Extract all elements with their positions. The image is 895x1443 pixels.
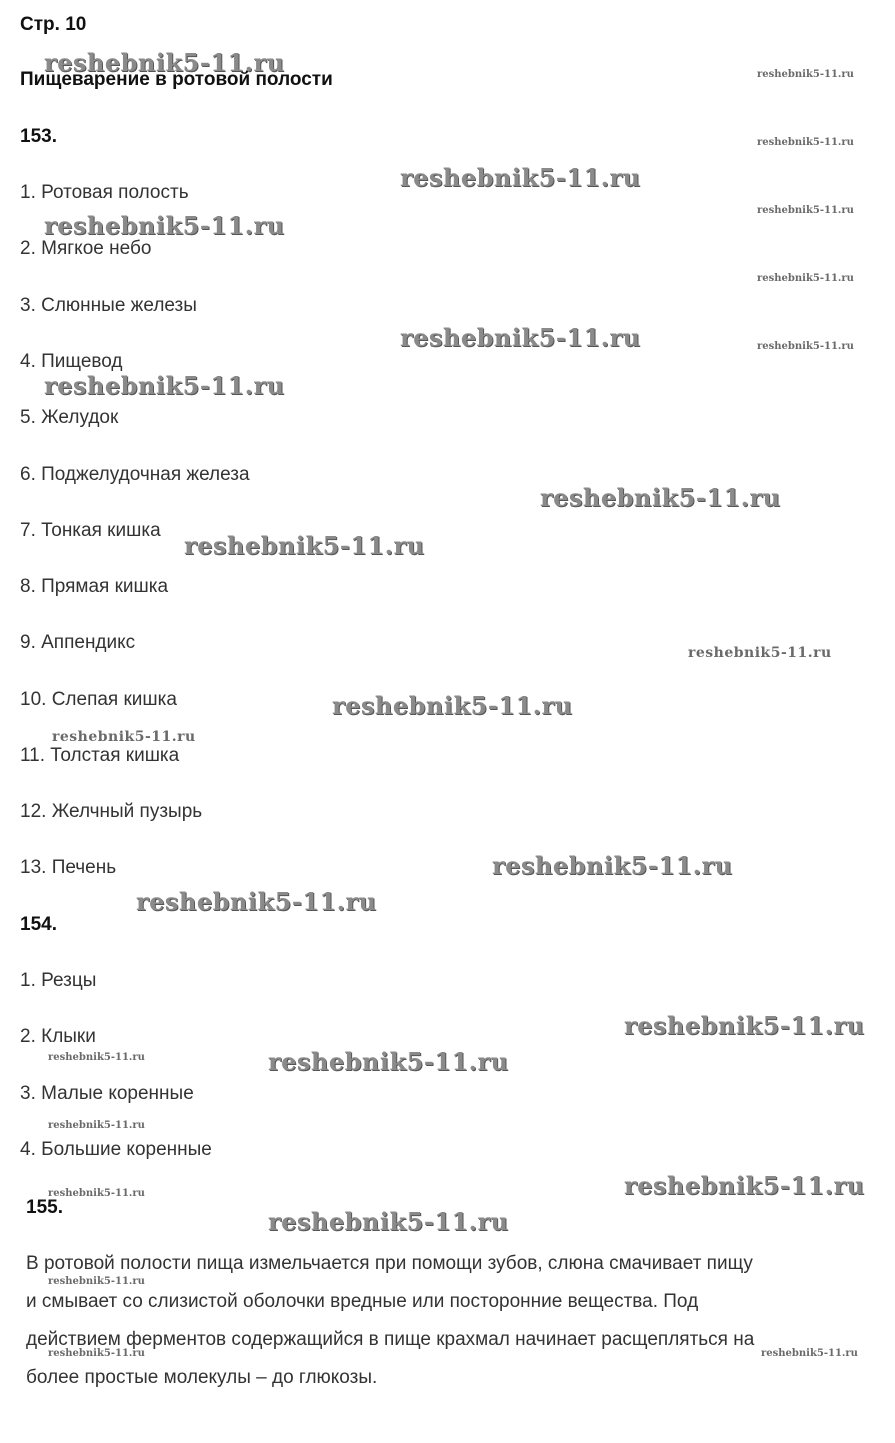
answer-line: более простые молекулы – до глюкозы.	[26, 1367, 378, 1388]
watermark: reshebnik5-11.ru	[624, 1011, 865, 1040]
task-153-number: 153.	[20, 126, 57, 147]
watermark: reshebnik5-11.ru	[44, 211, 285, 240]
list-item: 3. Малые коренные	[20, 1083, 194, 1104]
watermark: reshebnik5-11.ru	[757, 205, 854, 216]
list-item: 11. Толстая кишка	[20, 745, 180, 766]
watermark: reshebnik5-11.ru	[624, 1171, 865, 1200]
watermark: reshebnik5-11.ru	[48, 1188, 145, 1199]
list-item: 6. Поджелудочная железа	[20, 464, 250, 485]
list-item: 4. Пищевод	[20, 351, 123, 372]
watermark: reshebnik5-11.ru	[44, 48, 285, 77]
answer-line: и смывает со слизистой оболочки вредные или посторонние вещества. Под	[26, 1291, 699, 1312]
watermark: reshebnik5-11.ru	[48, 1052, 145, 1063]
watermark: reshebnik5-11.ru	[44, 371, 285, 400]
watermark: reshebnik5-11.ru	[268, 1047, 509, 1076]
watermark: reshebnik5-11.ru	[540, 483, 781, 512]
list-item: 4. Большие коренные	[20, 1139, 212, 1160]
watermark: reshebnik5-11.ru	[268, 1207, 509, 1236]
watermark: reshebnik5-11.ru	[757, 273, 854, 284]
watermark: reshebnik5-11.ru	[48, 1348, 145, 1359]
task-155-answer	[26, 1245, 886, 1397]
list-item: 10. Слепая кишка	[20, 689, 177, 710]
watermark: reshebnik5-11.ru	[757, 69, 854, 80]
watermark: reshebnik5-11.ru	[184, 531, 425, 560]
watermark: reshebnik5-11.ru	[52, 729, 196, 745]
list-item: 9. Аппендикс	[20, 632, 136, 653]
list-item: 8. Прямая кишка	[20, 576, 169, 597]
watermark: reshebnik5-11.ru	[136, 887, 377, 916]
list-item: 2. Клыки	[20, 1026, 96, 1047]
task-154-number: 154.	[20, 914, 57, 935]
watermark: reshebnik5-11.ru	[400, 323, 641, 352]
section-title: Пищеварение в ротовой полости	[20, 69, 333, 90]
watermark: reshebnik5-11.ru	[688, 645, 832, 661]
answer-line: действием ферментов содержащийся в пище крахмал начинает расщепляться на	[26, 1329, 755, 1350]
watermark: reshebnik5-11.ru	[757, 137, 854, 148]
list-item: 13. Печень	[20, 857, 117, 878]
answer-line: В ротовой полости пища измельчается при помощи зубов, слюна смачивает пищу	[26, 1253, 753, 1274]
watermark: reshebnik5-11.ru	[492, 851, 733, 880]
watermark: reshebnik5-11.ru	[757, 341, 854, 352]
list-item: 2. Мягкое небо	[20, 238, 152, 259]
list-item: 5. Желудок	[20, 407, 119, 428]
task-155-number: 155.	[26, 1197, 63, 1218]
list-item: 12. Желчный пузырь	[20, 801, 203, 822]
watermark: reshebnik5-11.ru	[332, 691, 573, 720]
page-label: Стр. 10	[20, 14, 87, 35]
watermark: reshebnik5-11.ru	[48, 1120, 145, 1131]
list-item: 3. Слюнные железы	[20, 295, 197, 316]
watermark: reshebnik5-11.ru	[400, 163, 641, 192]
watermark: reshebnik5-11.ru	[761, 1348, 858, 1359]
list-item: 1. Ротовая полость	[20, 182, 189, 203]
watermark: reshebnik5-11.ru	[48, 1276, 145, 1287]
list-item: 7. Тонкая кишка	[20, 520, 161, 541]
list-item: 1. Резцы	[20, 970, 97, 991]
